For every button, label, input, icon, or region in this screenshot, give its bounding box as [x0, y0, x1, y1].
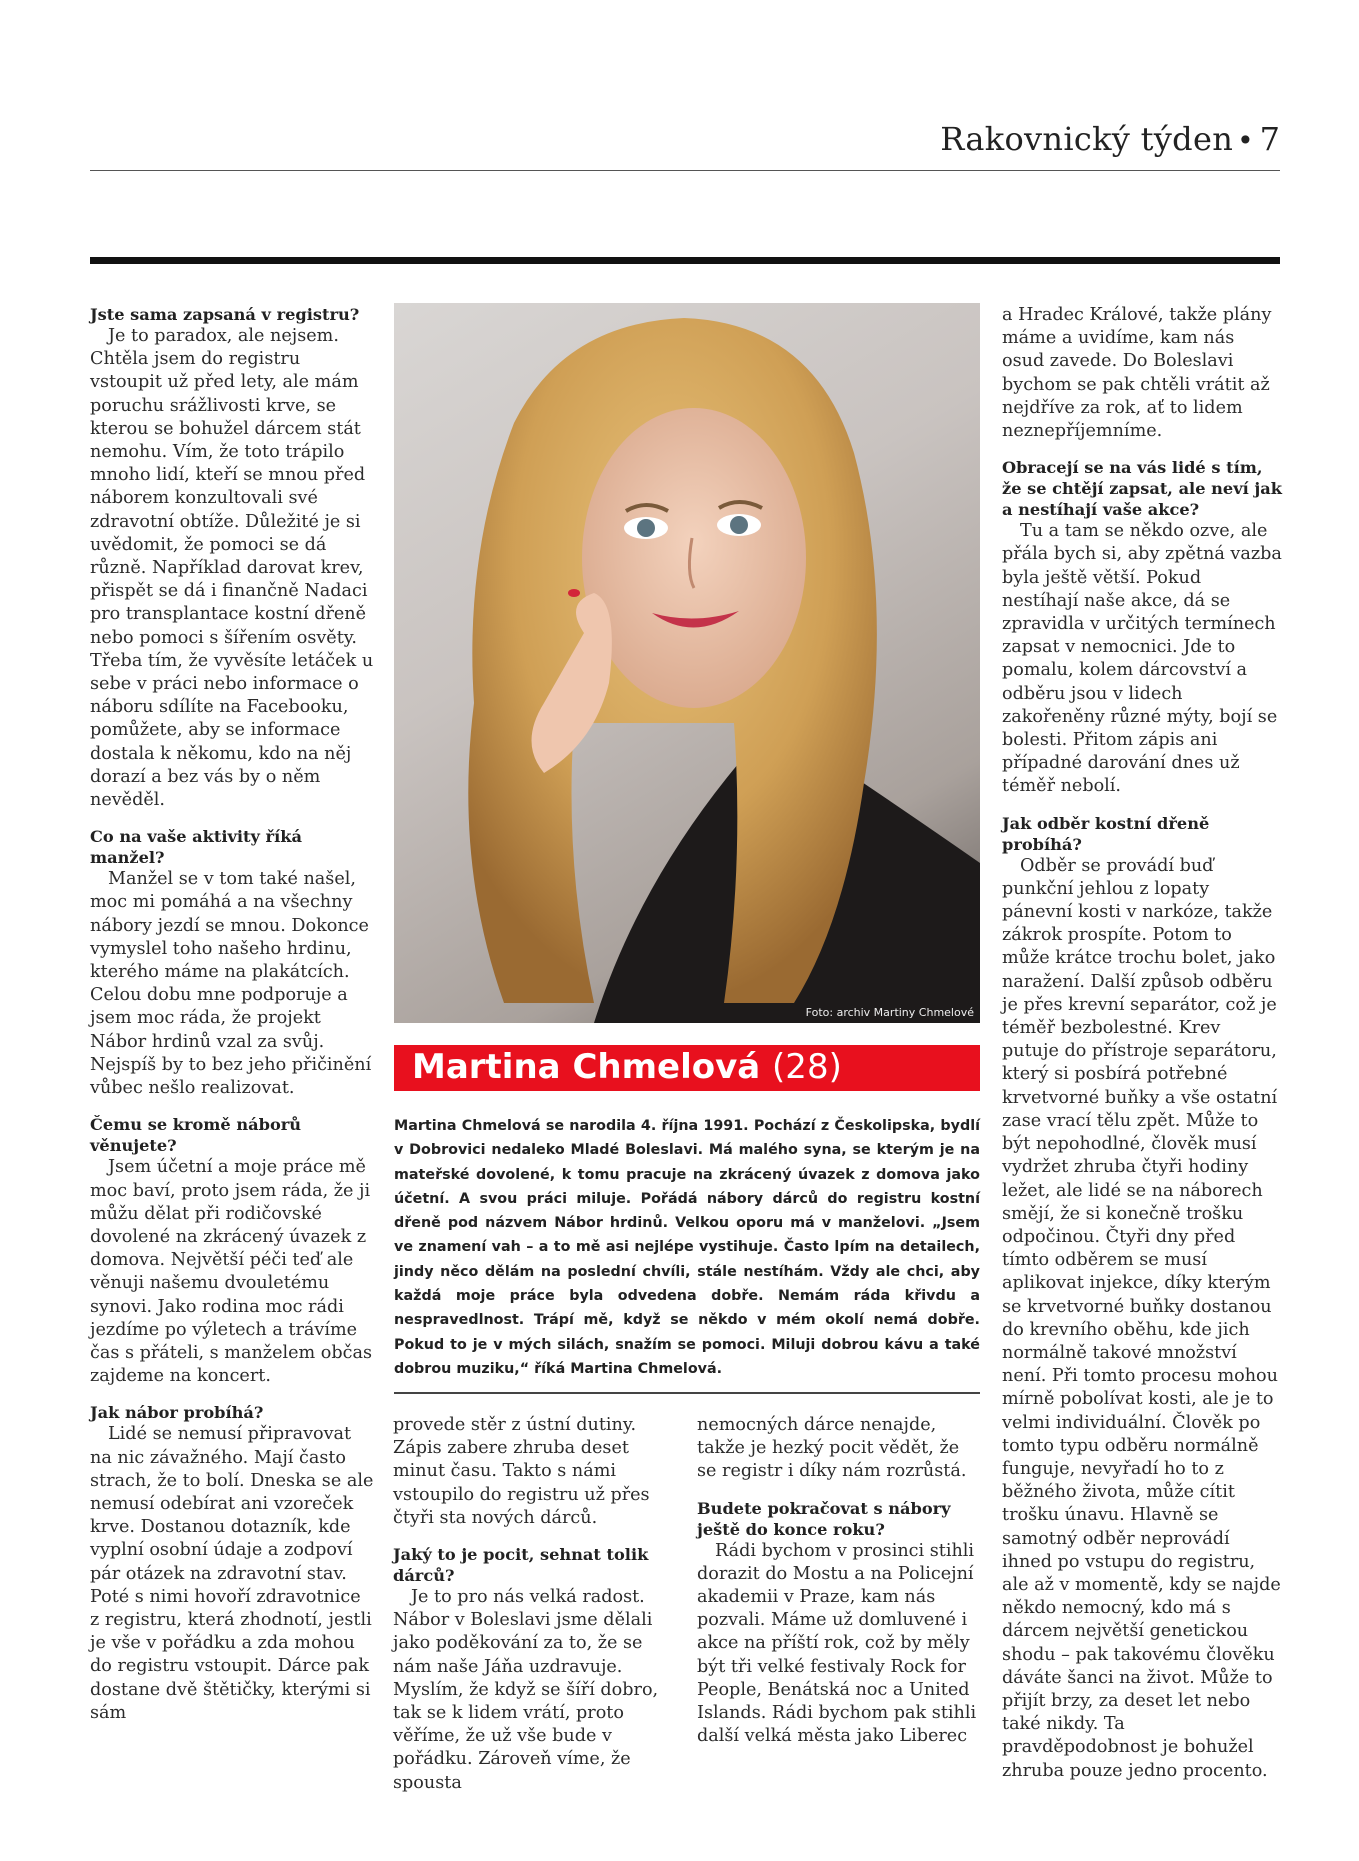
answer: Tu a tam se někdo ozve, ale přála bych si, aby zpětná vazba byla ještě větší. Pokud nestíhají naše akce, dá se zpravidla v určitých termínech zapsat v nemocnici. Jde to pomalu, kolem dárcovství a odběru jsou v lidech zakořeněny různé mýty, bojí se bolesti. Přitom zápis ani případné darování dnes už téměř nebolí. [1002, 521, 1282, 797]
answer-continued: nemocných dárce nenajde, takže je hezký pocit vědět, že se registr i díky nám rozrůstá. [697, 1415, 967, 1482]
question: Jaký to je pocit, sehnat tolik dárců? [393, 1545, 649, 1586]
question: Obracejí se na vás lidé s tím, že se chtějí zapsat, ale neví jak a nestíhají vaše akce? [1002, 458, 1282, 520]
answer: Lidé se nemusí připravovat na nic závažného. Mají často strach, že to bolí. Dneska se ale nemusí odebírat ani vzoreček krve. Dostanou dotazník, kde vyplní osobní údaje a zodpoví pár otázek na zdravotní stav. Poté s nimi hovoří zdravotnice z registru, která zhodnotí, jestli je vše v pořádku a zda mohou do registru vstoupit. Dárce pak dostane dvě štětičky, kterými si sám [90, 1424, 374, 1723]
question: Budete pokračovat s nábory ještě do konce roku? [697, 1498, 951, 1539]
question: Jste sama zapsaná v registru? [90, 305, 360, 324]
section-rule [90, 257, 1280, 264]
answer: Rádi bychom v prosinci stihli dorazit do Mostu a na Policejní akademii v Praze, kam nás pozvali. Máme už domluvené i akce na příští rok, což by měly být tři velké festivaly Rock for People, Benátská noc a United Islands. Rádi bychom pak stihli další velká města jako Liberec [697, 1540, 977, 1747]
answer: Je to pro nás velká radost. Nábor v Boleslavi jsme dělali jako poděkování za to, že se nám naše Jáňa uzdravuje. Myslím, že když se šíří dobro, tak se k lidem vrátí, proto věříme, že už vše bude v pořádku. Zároveň víme, že spousta [393, 1587, 659, 1793]
profile-age: (28) [772, 1047, 842, 1087]
column-4 [1002, 304, 1282, 1783]
publication-name: Rakovnický týden [940, 120, 1234, 158]
photo-credit: Foto: archiv Martiny Chmelové [805, 1006, 974, 1019]
profile-bio: Martina Chmelová se narodila 4. října 1991. Pochází z Českolipska, bydlí v Dobrovici nedaleko Mladé Boleslavi. Má malého syna, se kterým je na mateřské dovolené, k tomu pracuje na zkrácený úvazek z domova jako účetní. A svou práci miluje. Pořádá nábory dárců do registru kostní dřeně pod názvem Nábor hrdinů. Velkou oporu má v manželovi. „Jsem ve znamení vah – a to mě asi nejlépe vystihuje. Často lpím na detailech, jindy něco dělám na poslední chvíli, stále nestíhám. Vždy ale chci, aby každá moje práce byla odvedena dobře. Nemám ráda křivdu a nespravedlnost. Trápí mě, když se někdo v mém okolí nemá dobře. Pokud to je v mých silách, snažím se pomoci. Miluji dobrou kávu a také dobrou muziku,“ říká Martina Chmelová. [394, 1118, 980, 1377]
page-number: 7 [1259, 120, 1280, 158]
column-1 [90, 304, 375, 1725]
answer: Manžel se v tom také našel, moc mi pomáhá a na všechny nábory jezdí se mnou. Dokonce vymyslel toho našeho hrdinu, kterého máme na plakátcích. Celou dobu mne podporuje a jsem moc ráda, že projekt Nábor hrdinů vzal za svůj. Nejspíš by to bez jeho přičinění vůbec nešlo realizovat. [90, 869, 372, 1099]
question: Čemu se kromě náborů věnujete? [90, 1115, 302, 1156]
profile-name-line [412, 1047, 842, 1087]
answer-continued: provede stěr z ústní dutiny. Zápis zabere zhruba deset minut času. Takto s námi vstoupilo do registru už přes čtyři sta nových dárců. [393, 1415, 650, 1528]
separator-bullet: • [1237, 124, 1254, 157]
name-banner [394, 1045, 980, 1091]
answer: Jsem účetní a moje práce mě moc baví, proto jsem ráda, že ji můžu dělat při rodičovské dovolené na zkrácený úvazek z domova. Největší péči teď ale věnuji našemu dvouletému synovi. Jako rodina moc rádi jezdíme po výletech a trávíme čas s přáteli, s manželem občas zajdeme na koncert. [90, 1157, 373, 1387]
profile-name: Martina Chmelová [412, 1047, 761, 1087]
question: Co na vaše aktivity říká manžel? [90, 827, 302, 868]
question: Jak odběr kostní dřeně probíhá? [1002, 813, 1210, 854]
answer: Je to paradox, ale nejsem. Chtěla jsem do registru vstoupit už před lety, ale mám poruchu srážlivosti krve, se kterou se bohužel dárcem stát nemohu. Vím, že toto trápilo mnoho lidí, kteří se mnou před náborem konzultovali své zdravotní obtíže. Důležité je si uvědomit, že pomoci se dá různě. Například darovat krev, přispět se dá i finančně Nadaci pro transplantace kostní dřeně nebo pomoci s šířením osvěty. Třeba tím, že vyvěsíte letáček u sebe v práci nebo informace o náboru sdílíte na Facebooku, pomůžete, aby se informace dostala k někomu, kdo na něj dorazí a bez vás by o něm nevěděl. [90, 326, 374, 811]
column-3 [697, 1414, 982, 1748]
answer-continued: a Hradec Králové, takže plány máme a uvidíme, kam nás osud zavede. Do Boleslavi bychom se pak chtěli vrátit až nejdříve za rok, ať to lidem neznepříjemníme. [1002, 305, 1272, 442]
masthead [90, 120, 1280, 171]
question: Jak nábor probíhá? [90, 1403, 264, 1423]
bio-divider [394, 1392, 980, 1394]
portrait-photo [394, 303, 980, 1023]
column-2 [393, 1414, 678, 1795]
answer: Odběr se provádí buď punkční jehlou z lopaty pánevní kosti v narkóze, takže zákrok prospíte. Potom to může krátce trochu bolet, jako naražení. Další způsob odběru je přes krevní separátor, což je téměř bezbolestné. Krev putuje do přístroje separátoru, který si posbírá potřebné krvetvorné buňky a vše ostatní zase vrací tělu zpět. Může to být nepohodlné, člověk musí vydržet zhruba čtyři hodiny ležet, ale lidé se na náborech smějí, že si konečně trošku odpočinou. Čtyři dny před tímto odběrem se musí aplikovat injekce, díky kterým se krvetvorné buňky dostanou do krevního oběhu, kde jich normálně takové množství není. Při tomto procesu mohou mírně pobolívat kosti, ale je to velmi individuální. Člověk po tomto typu odběru normálně funguje, nevyřadí ho to z běžného života, může cítit trošku únavu. Hlavně se samotný odběr neprovádí ihned po vstupu do registru, ale až v momentě, kdy se najde někdo nemocný, kdo má s dárcem největší genetickou shodu – pak takovému člověku dáváte šanci na život. Může to přijít brzy, za deset let nebo také nikdy. Ta pravděpodobnost je bohužel zhruba pouze jedno procento. [1002, 855, 1281, 1781]
portrait-illustration [394, 303, 980, 1023]
